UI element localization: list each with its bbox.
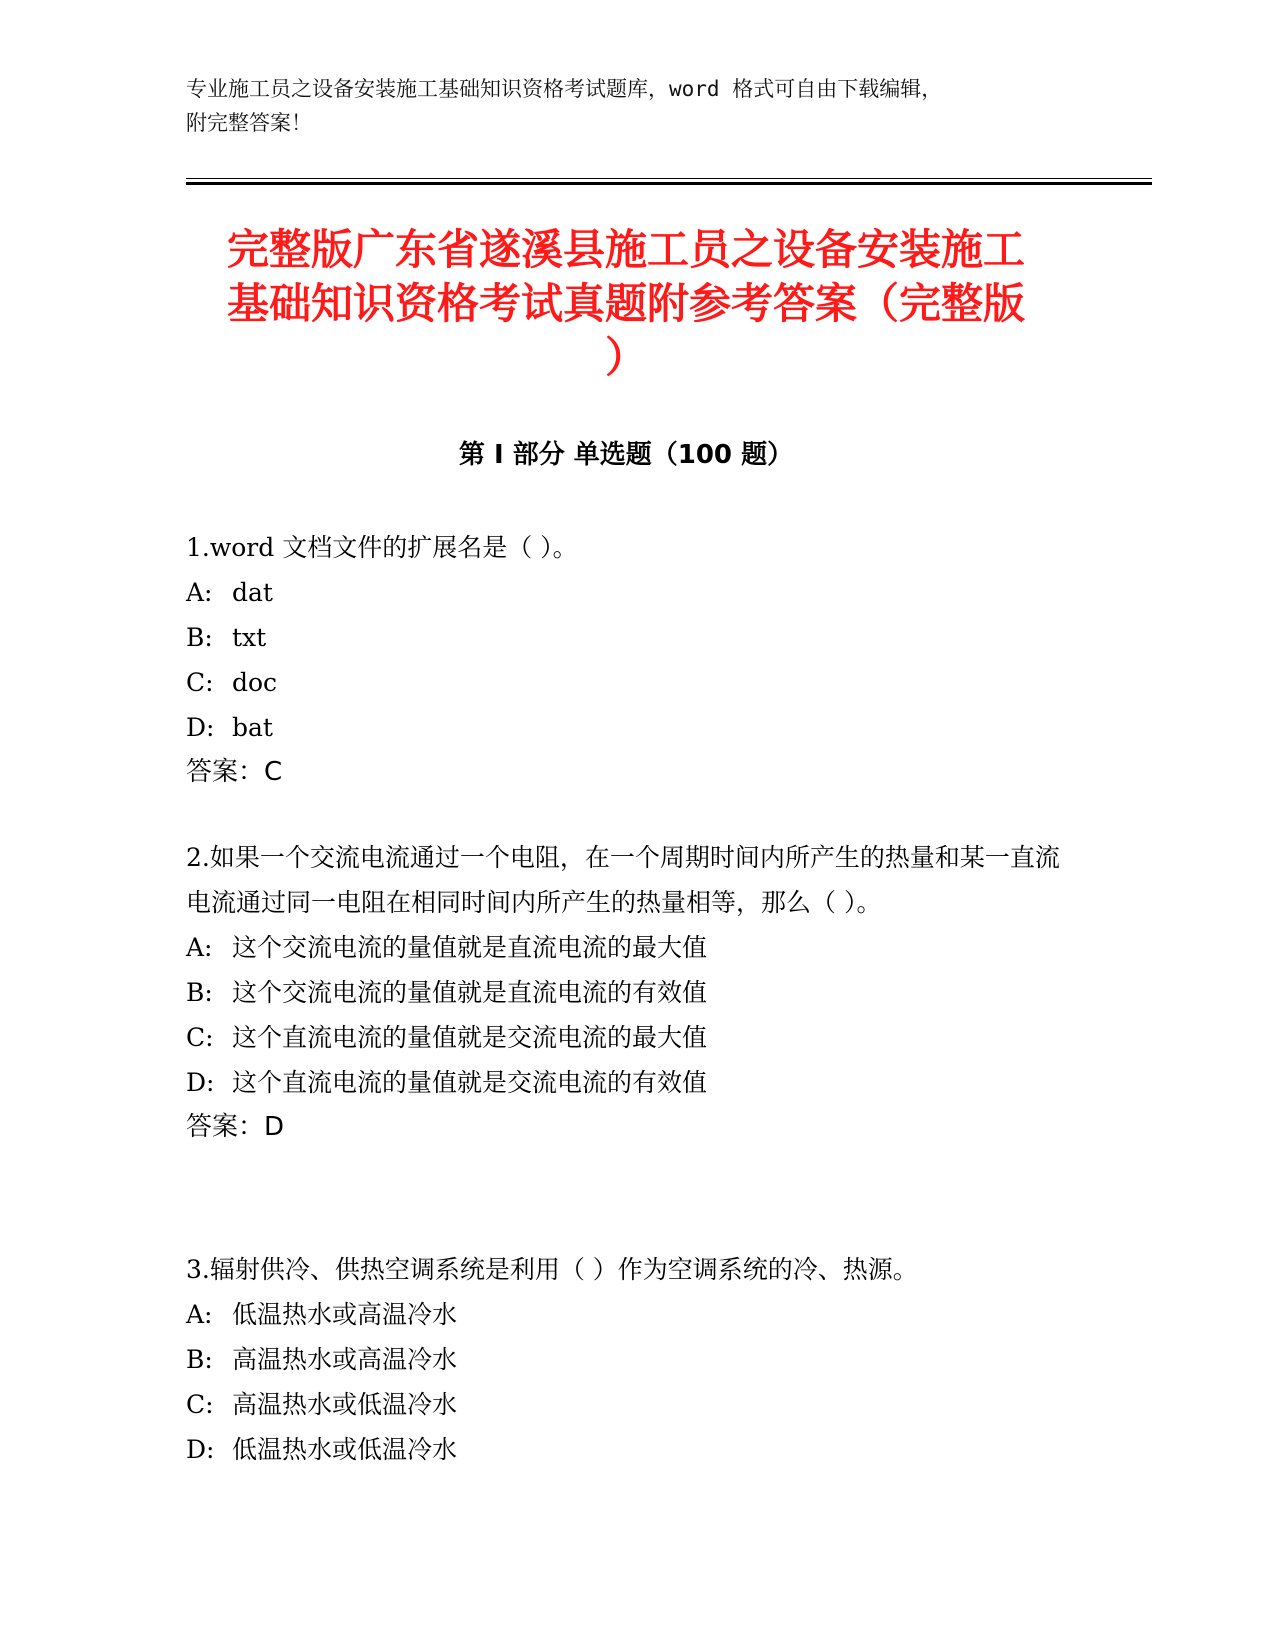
option-letter: A: [186, 933, 213, 962]
option-b [186, 970, 1066, 1015]
header-line-2: 附完整答案！ [186, 111, 312, 135]
header-divider-thick [186, 182, 1152, 185]
option-b [186, 615, 1066, 660]
option-letter: D: [186, 713, 215, 742]
document-header [186, 72, 1086, 140]
header-line-1: 专业施工员之设备安装施工基础知识资格考试题库，word 格式可自由下载编辑， [186, 77, 943, 101]
answer-text: 答案：C [186, 757, 283, 787]
option-letter: D: [186, 1435, 215, 1464]
question-3 [186, 1247, 1066, 1472]
option-c [186, 1382, 1066, 1427]
question-stem: 1.word 文档文件的扩展名是（ ）。 [186, 533, 578, 562]
option-letter: B: [186, 1345, 213, 1374]
header-divider-thin [186, 178, 1152, 179]
option-text: 这个直流电流的量值就是交流电流的最大值 [232, 1023, 708, 1052]
option-c [186, 1015, 1066, 1060]
option-d [186, 1060, 1066, 1105]
question-2 [186, 835, 1066, 1150]
option-text: bat [232, 713, 273, 742]
option-text: 低温热水或低温冷水 [232, 1435, 458, 1464]
option-letter: C: [186, 1023, 214, 1052]
question-1 [186, 525, 1066, 795]
option-text: txt [232, 623, 267, 652]
option-a [186, 1292, 1066, 1337]
option-text: 高温热水或低温冷水 [232, 1390, 458, 1419]
option-a [186, 925, 1066, 970]
option-text: dat [232, 578, 273, 607]
answer-text: 答案：D [186, 1112, 285, 1142]
title-line-3: ） [604, 333, 647, 382]
option-text: 高温热水或高温冷水 [232, 1345, 458, 1374]
option-letter: B: [186, 978, 213, 1007]
option-c [186, 660, 1066, 705]
title-line-1: 完整版广东省遂溪县施工员之设备安装施工 [226, 225, 1025, 274]
option-text: 这个直流电流的量值就是交流电流的有效值 [232, 1068, 708, 1097]
option-text: doc [232, 668, 278, 697]
section-heading: 第 I 部分 单选题（100 题） [458, 440, 794, 470]
document-title [186, 223, 1066, 385]
option-text: 低温热水或高温冷水 [232, 1300, 458, 1329]
option-letter: C: [186, 1390, 214, 1419]
title-line-2: 基础知识资格考试真题附参考答案（完整版 [226, 279, 1025, 328]
option-a [186, 570, 1066, 615]
option-d [186, 705, 1066, 750]
question-stem: 2.如果一个交流电流通过一个电阻，在一个周期时间内所产生的热量和某一直流电流通过同一电阻在相同时间内所产生的热量相等，那么（ ）。 [186, 843, 1060, 917]
question-stem: 3.辐射供冷、供热空调系统是利用（ ）作为空调系统的冷、热源。 [186, 1255, 918, 1284]
option-letter: A: [186, 578, 213, 607]
option-letter: B: [186, 623, 213, 652]
option-text: 这个交流电流的量值就是直流电流的最大值 [232, 933, 708, 962]
option-d [186, 1427, 1066, 1472]
option-b [186, 1337, 1066, 1382]
option-text: 这个交流电流的量值就是直流电流的有效值 [232, 978, 708, 1007]
option-letter: D: [186, 1068, 215, 1097]
option-letter: C: [186, 668, 214, 697]
option-letter: A: [186, 1300, 213, 1329]
